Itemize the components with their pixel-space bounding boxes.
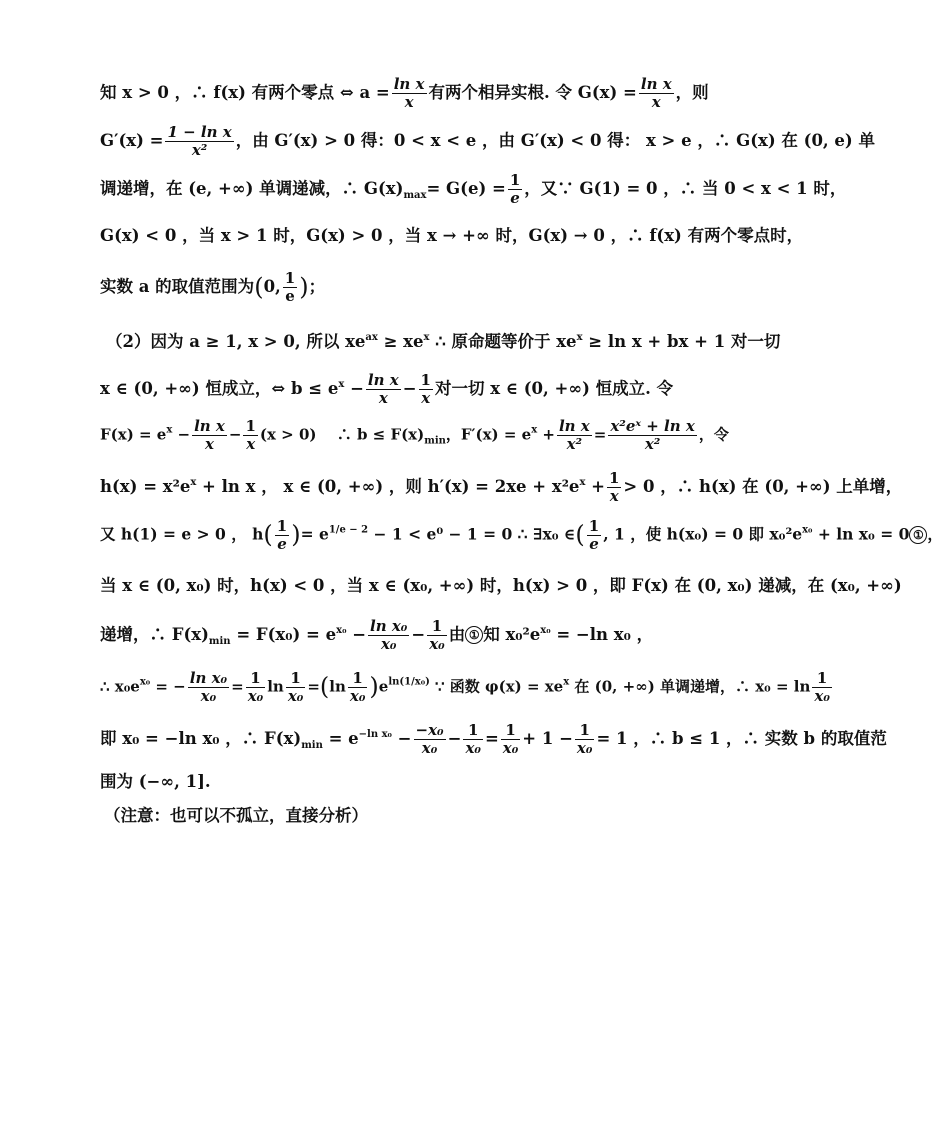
text-segment: − 1 < e⁰ − 1 = 0 ∴ ∃x₀ ∈ <box>368 524 576 544</box>
text-segment: = G(e) = <box>426 179 506 198</box>
subscript: max <box>403 190 427 201</box>
solution-line-15 <box>100 770 740 794</box>
solution-line-7 <box>100 372 740 407</box>
superscript: x₀ <box>139 676 151 688</box>
numerator: −x₀ <box>415 721 444 739</box>
solution-line-4 <box>100 224 804 248</box>
text-segment: 调递增，在 (e, +∞) 单调递减，∴ G(x) <box>100 179 404 198</box>
numerator: 1 <box>348 670 368 688</box>
fraction <box>575 722 595 757</box>
denominator: x₀ <box>421 739 438 757</box>
text-segment: e <box>378 677 389 696</box>
denominator: x <box>246 435 256 453</box>
numerator: ln x₀ <box>189 669 228 687</box>
denominator: x <box>404 93 414 111</box>
left-paren: ( <box>254 273 264 301</box>
subscript: min <box>301 740 323 751</box>
solution-line-14 <box>100 721 887 758</box>
solution-line-10 <box>100 517 943 553</box>
superscript: x <box>579 477 586 488</box>
denominator: x <box>421 389 431 407</box>
denominator: x₀ <box>349 687 366 705</box>
text-segment: ，令 <box>698 425 729 444</box>
text-segment: 对一切 x ∈ (0, +∞) 恒成立. 令 <box>434 379 674 398</box>
denominator: x₀ <box>576 739 593 757</box>
text-segment: − <box>344 379 364 398</box>
text-segment: (x > 0) ∴ b ≤ F(x) <box>259 425 425 444</box>
numerator: 1 <box>276 517 288 535</box>
fraction <box>557 418 592 453</box>
numerator: 1 <box>427 618 447 636</box>
superscript: −ln x₀ <box>358 729 392 740</box>
numerator: 1 <box>286 670 306 688</box>
superscript: x <box>576 332 583 343</box>
text-segment: = <box>484 729 499 748</box>
superscript: x <box>563 676 570 688</box>
numerator: ln x <box>367 371 399 389</box>
superscript: x <box>423 332 430 343</box>
denominator: e <box>510 189 520 207</box>
denominator: e <box>277 535 287 553</box>
numerator: 1 <box>812 670 832 688</box>
denominator: x₀ <box>380 635 397 653</box>
text-segment: ，F′(x) = e <box>445 425 532 444</box>
solution-line-2 <box>100 123 875 159</box>
fraction <box>607 470 621 505</box>
denominator: x₀ <box>429 635 445 653</box>
fraction <box>348 670 368 705</box>
numerator: ln x <box>558 417 590 435</box>
superscript: x₀ <box>336 625 347 636</box>
text-segment: + ln x ， x ∈ (0, +∞) ，则 h′(x) = 2xe + x²e <box>196 477 580 496</box>
numerator: 1 <box>246 670 266 688</box>
denominator: x₀ <box>814 687 830 705</box>
superscript: x₀ <box>540 625 551 636</box>
subscript: min <box>208 636 231 647</box>
numerator: 1 <box>501 722 521 740</box>
text-segment: , 1 ，使 h(x₀) = 0 即 x₀²e <box>603 524 803 544</box>
fraction <box>392 76 427 111</box>
solution-line-6 <box>106 326 781 354</box>
solution-line-1 <box>100 76 740 111</box>
numerator: 1 − ln x <box>167 123 232 141</box>
text-segment: 知 x₀²e <box>483 625 541 644</box>
superscript: x₀ <box>802 524 813 536</box>
text-segment: = F(x₀) = e <box>230 625 337 644</box>
text-segment: + <box>537 425 555 444</box>
denominator: x <box>651 93 661 111</box>
superscript: x <box>166 424 173 436</box>
text-segment: ln <box>267 677 284 696</box>
text-segment: （2）因为 a ≥ 1, x > 0, 所以 xe <box>106 332 366 351</box>
text-segment: （注意：也可以不孤立，直接分析） <box>104 806 368 825</box>
text-segment: = e <box>300 524 329 544</box>
text-segment: ∴ 原命题等价于 xe <box>429 332 577 351</box>
text-segment: 递增，∴ F(x) <box>100 625 209 644</box>
text-segment: − <box>346 625 367 644</box>
numerator: 1 <box>608 469 620 487</box>
denominator: x² <box>644 435 661 453</box>
text-segment: ∵ 函数 φ(x) = xe <box>429 677 564 696</box>
text-segment: ln <box>329 677 346 696</box>
superscript: ax <box>365 332 378 343</box>
fraction <box>463 722 483 757</box>
fraction <box>414 722 446 757</box>
text-segment: 由 <box>448 625 466 644</box>
denominator: e <box>285 287 295 305</box>
text-segment: + 1 − <box>522 729 573 748</box>
denominator: x₀ <box>502 739 519 757</box>
left-paren: ( <box>263 520 273 549</box>
denominator: x <box>609 487 619 505</box>
text-segment: x ∈ (0, +∞) 恒成立，⇔ b ≤ e <box>100 379 339 398</box>
text-segment: 围为 (−∞, 1]. <box>100 772 211 791</box>
denominator: e <box>589 535 599 553</box>
subscript: min <box>424 435 446 447</box>
text-segment: 知 x > 0 ，∴ f(x) 有两个零点 ⇔ a = <box>100 83 390 102</box>
text-segment: ； <box>308 277 326 296</box>
text-segment: − <box>391 729 412 748</box>
denominator: x² <box>566 435 583 453</box>
text-segment: 当 x ∈ (0, x₀) 时，h(x) < 0 ，当 x ∈ (x₀, +∞) 时，h(x) > 0 ，即 F(x) 在 (0, x₀) 递减，在 (x₀, +∞) <box>100 576 902 595</box>
denominator: x₀ <box>287 687 304 705</box>
denominator: x₀ <box>247 687 264 705</box>
text-segment: ，又∵ G(1) = 0 ，∴ 当 0 < x < 1 时， <box>524 179 847 198</box>
fraction <box>508 172 522 207</box>
text-segment: − <box>172 425 191 444</box>
denominator: x <box>378 389 388 407</box>
text-segment: = − <box>150 677 186 696</box>
text-segment: 0, <box>263 277 281 296</box>
text-segment: = 1 ，∴ b ≤ 1 ，∴ 实数 b 的取值范 <box>596 729 887 748</box>
text-segment: 在 (0, +∞) 单调递增，∴ x₀ = ln <box>569 677 811 696</box>
text-segment: ，则 <box>675 83 709 102</box>
fraction <box>427 618 447 653</box>
text-segment: = −ln x₀ ， <box>550 625 654 644</box>
denominator: x² <box>191 141 208 159</box>
fraction <box>419 372 433 407</box>
solution-line-11 <box>100 574 902 598</box>
fraction <box>286 670 306 705</box>
superscript: ln(1/x₀) <box>388 676 430 688</box>
solution-line-13 <box>100 669 830 705</box>
fraction <box>366 372 401 407</box>
text-segment: = <box>307 677 320 696</box>
text-segment: − <box>228 425 242 444</box>
text-segment: − <box>411 625 426 644</box>
text-segment: − <box>402 379 417 398</box>
numerator: 1 <box>420 371 431 389</box>
text-segment: F(x) = e <box>100 425 167 444</box>
text-segment: ， <box>927 524 943 544</box>
text-segment: = e <box>322 729 359 748</box>
fraction <box>192 418 227 453</box>
fraction <box>608 418 696 453</box>
fraction <box>188 670 229 705</box>
text-segment: 又 h(1) = e > 0 ， h <box>100 524 264 544</box>
numerator: x²eˣ + ln x <box>610 417 695 435</box>
fraction <box>246 670 266 705</box>
text-segment: > 0 ，∴ h(x) 在 (0, +∞) 上单增， <box>623 477 903 496</box>
text-segment: G′(x) = <box>100 131 164 150</box>
superscript: x <box>338 379 345 390</box>
text-segment: = <box>593 425 607 444</box>
numerator: 1 <box>463 722 483 740</box>
fraction <box>639 76 674 111</box>
right-paren: ) <box>369 672 379 701</box>
fraction <box>275 518 289 553</box>
numerator: 1 <box>509 171 521 189</box>
denominator: x₀ <box>465 739 481 757</box>
fraction <box>812 670 832 705</box>
denominator: x <box>205 435 214 453</box>
solution-line-8 <box>100 418 740 454</box>
numerator: ln x <box>640 75 672 93</box>
numerator: 1 <box>575 722 595 740</box>
numerator: ln x <box>393 75 425 93</box>
left-paren: ( <box>319 672 330 701</box>
text-segment: ，由 G′(x) > 0 得：0 < x < e ，由 G′(x) < 0 得： x > e ，∴ G(x) 在 (0, e) 单 <box>235 131 875 150</box>
superscript: 1/e − 2 <box>328 524 369 536</box>
text-segment: 有两个相异实根. 令 G(x) = <box>428 83 637 102</box>
text-segment: G(x) < 0 ，当 x > 1 时，G(x) > 0 ，当 x → +∞ 时，G(x) → 0 ，∴ f(x) 有两个零点时， <box>100 226 804 245</box>
circled-one-marker: ① <box>909 526 927 544</box>
numerator: 1 <box>284 269 296 287</box>
superscript: x <box>531 424 538 436</box>
numerator: ln x <box>194 417 225 435</box>
text-segment: 实数 a 的取值范围为 <box>100 277 255 296</box>
text-segment: h(x) = x²e <box>100 477 191 496</box>
fraction <box>501 722 521 757</box>
text-segment: ≥ ln x + bx + 1 对一切 <box>582 332 781 351</box>
right-paren: ) <box>299 273 309 301</box>
numerator: 1 <box>245 417 256 435</box>
text-segment: = <box>231 677 244 696</box>
fraction <box>165 124 233 159</box>
solution-line-5 <box>100 270 740 305</box>
text-segment: + <box>585 477 605 496</box>
fraction <box>283 270 297 305</box>
text-segment: 即 x₀ = −ln x₀ ，∴ F(x) <box>100 729 302 748</box>
denominator: x₀ <box>200 687 217 705</box>
fraction <box>587 518 601 553</box>
text-segment: ∴ x₀e <box>100 677 140 696</box>
numerator: ln x₀ <box>370 617 408 635</box>
fraction <box>368 618 409 653</box>
numerator: 1 <box>588 517 600 535</box>
solution-line-9 <box>100 469 903 505</box>
left-paren: ( <box>575 520 585 549</box>
solution-line-12 <box>100 618 740 654</box>
fraction <box>243 418 257 453</box>
text-segment: ≥ xe <box>377 332 424 351</box>
text-segment: − <box>447 729 462 748</box>
right-paren: ) <box>291 520 301 549</box>
text-segment: + ln x₀ = 0 <box>812 524 910 544</box>
solution-line-3 <box>100 171 847 208</box>
circled-one-marker: ① <box>465 626 483 644</box>
superscript: x <box>190 477 197 488</box>
solution-note <box>104 804 744 828</box>
